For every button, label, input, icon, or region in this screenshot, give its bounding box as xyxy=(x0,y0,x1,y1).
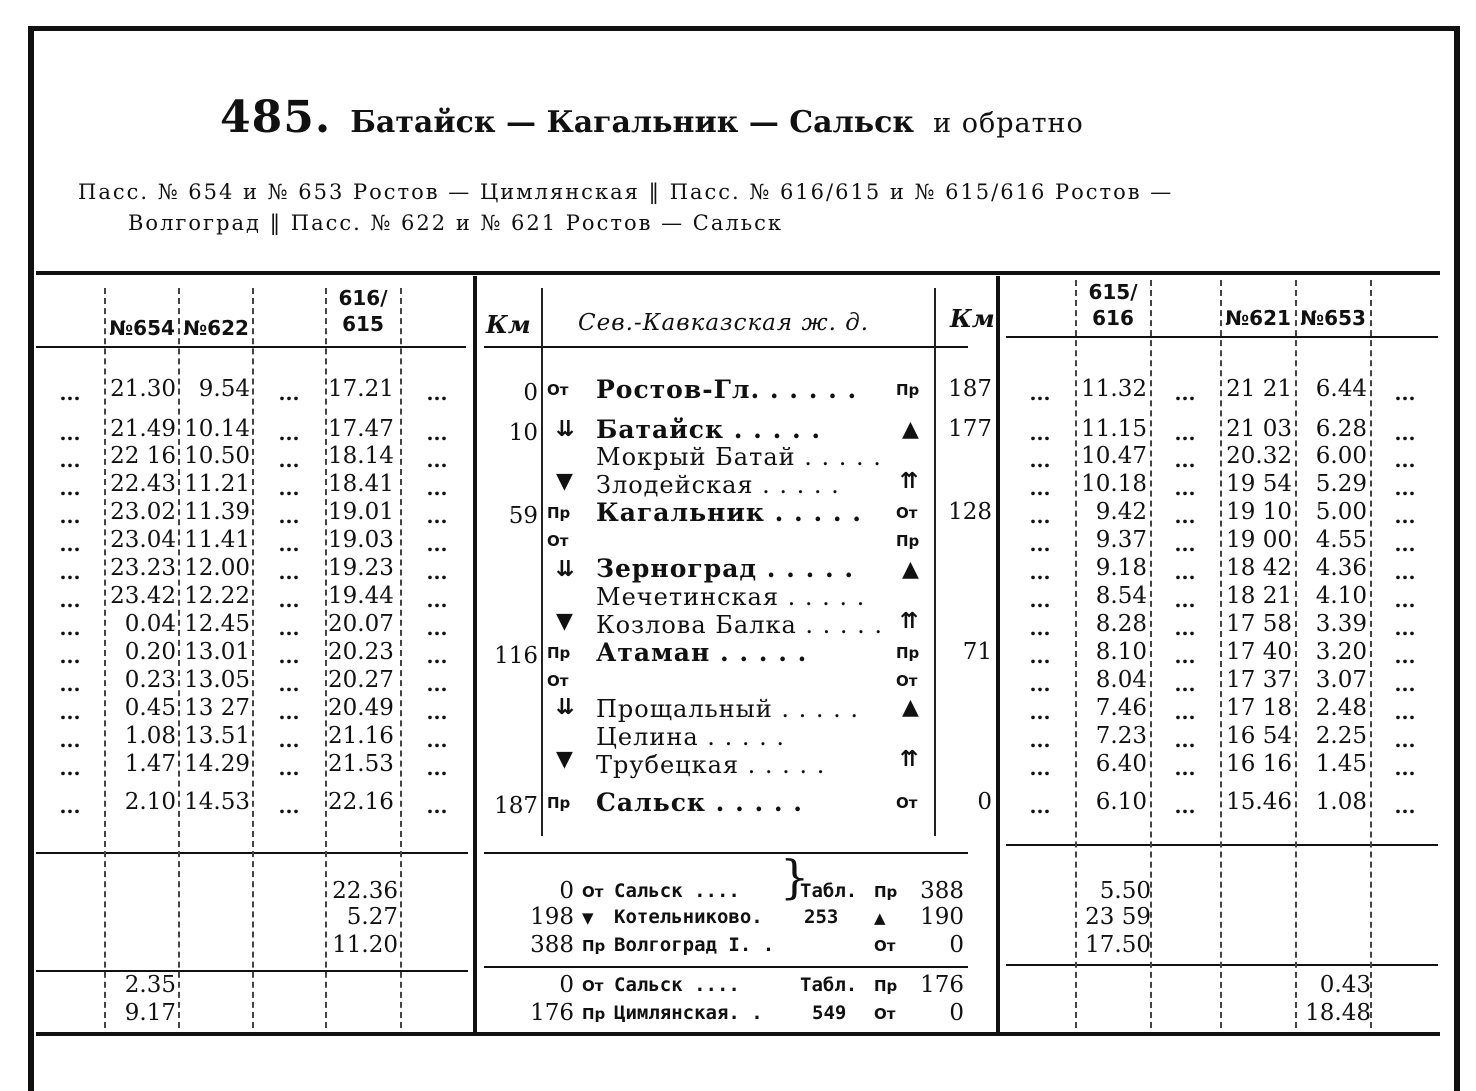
station-name: Атаман . . . . . xyxy=(596,638,808,667)
train-note-line2: Волгоград ‖ Пасс. № 622 и № 621 Ростов — Сальск xyxy=(128,211,784,235)
placeholder-dots: ... xyxy=(426,672,448,696)
placeholder-dots: ... xyxy=(278,728,300,752)
volgograd-mark: Пр xyxy=(582,937,606,955)
placeholder-dots: ... xyxy=(1394,728,1416,752)
placeholder-dots: ... xyxy=(1174,616,1196,640)
station-name: Ростов-Гл. . . . . . xyxy=(596,375,858,404)
km-right-cell: 187 xyxy=(948,376,992,402)
time-cell-616-615: 18.14 xyxy=(328,443,394,469)
tsimlyansk-station: Сальск .... xyxy=(614,974,740,996)
time-cell-654: 2.10 xyxy=(124,789,176,815)
time-cell-654: 23.42 xyxy=(110,583,176,609)
time-cell-616-615: 19.44 xyxy=(328,583,394,609)
placeholder-dots: ... xyxy=(426,756,448,780)
placeholder-dots: ... xyxy=(59,588,81,612)
time-cell-621: 21 03 xyxy=(1226,416,1292,442)
placeholder-dots: ... xyxy=(1174,672,1196,696)
tsimlyansk-km-right: 0 xyxy=(949,1000,964,1026)
placeholder-dots: ... xyxy=(278,504,300,528)
time-cell-616-615: 19.03 xyxy=(328,527,394,553)
down-arrow-icon: ▼ xyxy=(556,469,573,494)
time-cell-621: 16 54 xyxy=(1226,723,1292,749)
time-cell-615-616: 6.10 xyxy=(1095,789,1147,815)
time-cell-622: 12.22 xyxy=(184,583,250,609)
km-left-cell: 59 xyxy=(508,503,538,529)
page-title xyxy=(220,92,1084,143)
time-cell-653: 1.08 xyxy=(1315,789,1367,815)
volgograd-left-time: 11.20 xyxy=(332,932,398,958)
header-train-622: №622 xyxy=(183,316,249,340)
placeholder-dots: ... xyxy=(1029,588,1051,612)
mid-section-rule-2 xyxy=(484,966,968,968)
placeholder-dots: ... xyxy=(1174,700,1196,724)
placeholder-dots: ... xyxy=(1029,560,1051,584)
time-cell-622: 14.29 xyxy=(184,751,250,777)
header-railway: Сев.-Кавказская ж. д. xyxy=(578,310,870,336)
time-cell-615-616: 8.10 xyxy=(1095,639,1147,665)
time-cell-621: 18 21 xyxy=(1226,583,1292,609)
time-cell-654: 22 16 xyxy=(110,443,176,469)
time-cell-615-616: 6.40 xyxy=(1095,751,1147,777)
station-name: Батайск . . . . . xyxy=(596,415,822,444)
arrival-departure-mark: Пр xyxy=(896,532,920,550)
time-cell-616-615: 20.07 xyxy=(328,611,394,637)
table-bottom-rule xyxy=(36,1032,1440,1036)
time-cell-653: 5.00 xyxy=(1315,499,1367,525)
time-cell-616-615: 22.16 xyxy=(328,789,394,815)
time-cell-653: 5.29 xyxy=(1315,471,1367,497)
km-right-cell: 0 xyxy=(977,789,992,815)
placeholder-dots: ... xyxy=(426,381,448,405)
up-arrow-icon: ▲ xyxy=(902,557,919,582)
placeholder-dots: ... xyxy=(59,448,81,472)
tsimlyansk-post-mark: Пр xyxy=(874,977,898,995)
time-cell-653: 4.10 xyxy=(1315,583,1367,609)
time-cell-653: 1.45 xyxy=(1315,751,1367,777)
time-cell-615-616: 10.18 xyxy=(1081,471,1147,497)
time-cell-616-615: 18.41 xyxy=(328,471,394,497)
time-cell-653: 3.20 xyxy=(1315,639,1367,665)
volgograd-table-label: Табл. xyxy=(800,880,858,902)
placeholder-dots: ... xyxy=(1394,532,1416,556)
placeholder-dots: ... xyxy=(426,728,448,752)
station-name: Целина . . . . . xyxy=(596,723,785,751)
time-cell-654: 0.23 xyxy=(124,667,176,693)
placeholder-dots: ... xyxy=(278,672,300,696)
km-right-cell: 128 xyxy=(948,499,992,525)
volgograd-km-right: 388 xyxy=(920,878,964,904)
time-cell-653: 3.39 xyxy=(1315,611,1367,637)
km-left-cell: 187 xyxy=(494,793,538,819)
up-arrow-icon: ▲ xyxy=(902,695,919,720)
time-cell-615-616: 10.47 xyxy=(1081,443,1147,469)
placeholder-dots: ... xyxy=(426,421,448,445)
placeholder-dots: ... xyxy=(1174,532,1196,556)
time-cell-621: 21 21 xyxy=(1226,376,1292,402)
header-train-653: №653 xyxy=(1300,306,1366,330)
placeholder-dots: ... xyxy=(1394,644,1416,668)
time-cell-653: 4.36 xyxy=(1315,555,1367,581)
time-cell-622: 10.14 xyxy=(184,416,250,442)
down-arrow-icon: ⇊ xyxy=(556,557,575,582)
volgograd-right-time: 23 59 xyxy=(1085,904,1151,930)
time-cell-621: 18 42 xyxy=(1226,555,1292,581)
arrival-departure-mark: Пр xyxy=(896,644,920,662)
time-cell-621: 16 16 xyxy=(1226,751,1292,777)
time-cell-615-616: 8.04 xyxy=(1095,667,1147,693)
placeholder-dots: ... xyxy=(1029,476,1051,500)
placeholder-dots: ... xyxy=(59,756,81,780)
volgograd-left-time: 5.27 xyxy=(346,904,398,930)
placeholder-dots: ... xyxy=(278,421,300,445)
placeholder-dots: ... xyxy=(426,644,448,668)
placeholder-dots: ... xyxy=(278,532,300,556)
up-arrow-icon: ⇈ xyxy=(900,747,919,772)
time-cell-622: 13.05 xyxy=(184,667,250,693)
time-cell-615-616: 8.54 xyxy=(1095,583,1147,609)
tsimlyansk-mark: От xyxy=(582,977,604,995)
volgograd-mark: От xyxy=(582,883,604,901)
tsimlyansk-table-label: Табл. xyxy=(800,974,858,996)
mid-section-rule xyxy=(484,852,968,854)
time-cell-654: 21.30 xyxy=(110,376,176,402)
km-right-cell: 177 xyxy=(948,416,992,442)
time-cell-622: 11.21 xyxy=(184,471,250,497)
placeholder-dots: ... xyxy=(1029,644,1051,668)
placeholder-dots: ... xyxy=(278,794,300,818)
header-train-616-615-b: 615 xyxy=(342,312,384,336)
time-cell-654: 23.02 xyxy=(110,499,176,525)
header-train-615-616-b: 616 xyxy=(1092,306,1134,330)
volgograd-left-time: 22.36 xyxy=(332,878,398,904)
time-cell-654: 1.08 xyxy=(124,723,176,749)
volgograd-km: 0 xyxy=(559,878,574,904)
placeholder-dots: ... xyxy=(1394,616,1416,640)
arrival-departure-mark: От xyxy=(896,504,918,522)
placeholder-dots: ... xyxy=(426,700,448,724)
header-train-654: №654 xyxy=(109,316,175,340)
placeholder-dots: ... xyxy=(1174,504,1196,528)
header-train-616-615: 616/ xyxy=(338,286,388,310)
time-cell-622: 11.39 xyxy=(184,499,250,525)
volgograd-station: Котельниково. xyxy=(614,906,763,928)
time-cell-615-616: 9.37 xyxy=(1095,527,1147,553)
placeholder-dots: ... xyxy=(1029,504,1051,528)
placeholder-dots: ... xyxy=(59,532,81,556)
time-cell-654: 23.04 xyxy=(110,527,176,553)
time-cell-615-616: 9.42 xyxy=(1095,499,1147,525)
time-cell-654: 1.47 xyxy=(124,751,176,777)
placeholder-dots: ... xyxy=(59,700,81,724)
train-note-line1: Пасс. № 654 и № 653 Ростов — Цимлянская ‖ Пасс. № 616/615 и № 615/616 Ростов — xyxy=(78,180,1174,204)
placeholder-dots: ... xyxy=(1174,728,1196,752)
placeholder-dots: ... xyxy=(278,700,300,724)
volgograd-right-time: 17.50 xyxy=(1085,932,1151,958)
time-cell-653: 2.25 xyxy=(1315,723,1367,749)
placeholder-dots: ... xyxy=(278,644,300,668)
right-section-rule xyxy=(1006,844,1438,846)
block-divider-right xyxy=(996,276,1000,1032)
time-cell-621: 17 37 xyxy=(1226,667,1292,693)
placeholder-dots: ... xyxy=(1394,672,1416,696)
column-divider xyxy=(1370,280,1372,1028)
time-cell-616-615: 20.27 xyxy=(328,667,394,693)
arrival-departure-mark: От xyxy=(896,794,918,812)
placeholder-dots: ... xyxy=(426,448,448,472)
placeholder-dots: ... xyxy=(426,794,448,818)
placeholder-dots: ... xyxy=(1394,588,1416,612)
time-cell-653: 6.44 xyxy=(1315,376,1367,402)
time-cell-653: 6.00 xyxy=(1315,443,1367,469)
down-arrow-icon: ⇊ xyxy=(556,417,575,442)
time-cell-615-616: 9.18 xyxy=(1095,555,1147,581)
time-cell-616-615: 21.53 xyxy=(328,751,394,777)
placeholder-dots: ... xyxy=(59,381,81,405)
placeholder-dots: ... xyxy=(426,504,448,528)
placeholder-dots: ... xyxy=(1029,728,1051,752)
arrival-departure-mark: От xyxy=(547,381,569,399)
time-cell-654: 0.45 xyxy=(124,695,176,721)
placeholder-dots: ... xyxy=(426,560,448,584)
placeholder-dots: ... xyxy=(59,504,81,528)
tsimlyansk-left-time: 9.17 xyxy=(124,1000,176,1026)
placeholder-dots: ... xyxy=(1394,794,1416,818)
volgograd-km: 198 xyxy=(530,904,574,930)
placeholder-dots: ... xyxy=(278,756,300,780)
station-name: Сальск . . . . . xyxy=(596,788,804,817)
km-left-cell: 10 xyxy=(508,420,538,446)
station-name: Трубецкая . . . . . xyxy=(596,751,826,779)
time-cell-621: 17 40 xyxy=(1226,639,1292,665)
placeholder-dots: ... xyxy=(1174,560,1196,584)
placeholder-dots: ... xyxy=(278,588,300,612)
volgograd-station: Волгоград I. . xyxy=(614,934,775,956)
up-arrow-icon: ⇈ xyxy=(900,609,919,634)
time-cell-622: 10.50 xyxy=(184,443,250,469)
placeholder-dots: ... xyxy=(278,381,300,405)
tsimlyansk-right-time: 0.43 xyxy=(1319,972,1371,998)
time-cell-653: 6.28 xyxy=(1315,416,1367,442)
tsimlyansk-post-mark: От xyxy=(874,1005,896,1023)
right-section-rule-2 xyxy=(1006,964,1438,966)
arrival-departure-mark: Пр xyxy=(896,381,920,399)
placeholder-dots: ... xyxy=(1394,504,1416,528)
station-name: Зерноград . . . . . xyxy=(596,554,855,583)
up-arrow-icon: ▲ xyxy=(902,417,919,442)
station-name: Кагальник . . . . . xyxy=(596,498,862,527)
time-cell-622: 13 27 xyxy=(184,695,250,721)
time-cell-653: 4.55 xyxy=(1315,527,1367,553)
time-cell-622: 12.45 xyxy=(184,611,250,637)
time-cell-615-616: 7.23 xyxy=(1095,723,1147,749)
placeholder-dots: ... xyxy=(59,644,81,668)
placeholder-dots: ... xyxy=(1029,756,1051,780)
time-cell-654: 0.20 xyxy=(124,639,176,665)
placeholder-dots: ... xyxy=(1029,794,1051,818)
time-cell-654: 0.04 xyxy=(124,611,176,637)
placeholder-dots: ... xyxy=(59,560,81,584)
volgograd-mark: ▼ xyxy=(582,909,594,927)
time-cell-622: 11.41 xyxy=(184,527,250,553)
placeholder-dots: ... xyxy=(1029,448,1051,472)
time-cell-621: 19 00 xyxy=(1226,527,1292,553)
mid-header-rule xyxy=(484,346,968,348)
time-cell-616-615: 20.23 xyxy=(328,639,394,665)
time-cell-615-616: 11.15 xyxy=(1081,416,1147,442)
volgograd-km-right: 0 xyxy=(949,932,964,958)
station-name: Прощальный . . . . . xyxy=(596,695,860,723)
time-cell-621: 19 54 xyxy=(1226,471,1292,497)
time-cell-615-616: 8.28 xyxy=(1095,611,1147,637)
time-cell-616-615: 17.21 xyxy=(328,376,394,402)
placeholder-dots: ... xyxy=(1174,756,1196,780)
time-cell-621: 17 58 xyxy=(1226,611,1292,637)
time-cell-621: 20.32 xyxy=(1226,443,1292,469)
arrival-departure-mark: От xyxy=(547,532,569,550)
placeholder-dots: ... xyxy=(278,560,300,584)
placeholder-dots: ... xyxy=(1174,794,1196,818)
placeholder-dots: ... xyxy=(278,616,300,640)
arrival-departure-mark: От xyxy=(896,672,918,690)
km-left-cell: 116 xyxy=(494,643,538,669)
block-divider-left xyxy=(473,276,477,1032)
station-name: Злодейская . . . . . xyxy=(596,471,840,499)
time-cell-615-616: 7.46 xyxy=(1095,695,1147,721)
arrival-departure-mark: От xyxy=(547,672,569,690)
time-cell-616-615: 19.23 xyxy=(328,555,394,581)
tsimlyansk-left-time: 2.35 xyxy=(124,972,176,998)
placeholder-dots: ... xyxy=(1029,700,1051,724)
time-cell-616-615: 19.01 xyxy=(328,499,394,525)
right-header-rule xyxy=(1006,336,1438,338)
placeholder-dots: ... xyxy=(1394,560,1416,584)
time-cell-654: 23.23 xyxy=(110,555,176,581)
time-cell-615-616: 11.32 xyxy=(1081,376,1147,402)
volgograd-post-mark: ▲ xyxy=(874,909,886,927)
placeholder-dots: ... xyxy=(59,476,81,500)
time-cell-621: 15.46 xyxy=(1226,789,1292,815)
brace-icon: } xyxy=(780,850,810,904)
km-divider-right xyxy=(934,288,936,836)
placeholder-dots: ... xyxy=(426,476,448,500)
route-name: Батайск — Кагальник — Сальск xyxy=(350,105,915,140)
placeholder-dots: ... xyxy=(1394,700,1416,724)
time-cell-621: 19 10 xyxy=(1226,499,1292,525)
placeholder-dots: ... xyxy=(278,476,300,500)
volgograd-km: 388 xyxy=(530,932,574,958)
time-cell-621: 17 18 xyxy=(1226,695,1292,721)
time-cell-654: 22.43 xyxy=(110,471,176,497)
arrival-departure-mark: Пр xyxy=(547,504,571,522)
column-divider xyxy=(400,288,402,1028)
placeholder-dots: ... xyxy=(1394,756,1416,780)
header-km-left: Км xyxy=(486,310,531,339)
placeholder-dots: ... xyxy=(59,672,81,696)
volgograd-post-mark: Пр xyxy=(874,883,898,901)
down-arrow-icon: ⇊ xyxy=(556,695,575,720)
header-km-right: Км xyxy=(950,304,995,333)
time-cell-616-615: 20.49 xyxy=(328,695,394,721)
tsimlyansk-km: 176 xyxy=(530,1000,574,1026)
placeholder-dots: ... xyxy=(426,588,448,612)
km-right-cell: 71 xyxy=(962,639,992,665)
arrival-departure-mark: Пр xyxy=(547,794,571,812)
tsimlyansk-right-time: 18.48 xyxy=(1305,1000,1371,1026)
placeholder-dots: ... xyxy=(1174,448,1196,472)
up-arrow-icon: ⇈ xyxy=(900,469,919,494)
tsimlyansk-mark: Пр xyxy=(582,1005,606,1023)
placeholder-dots: ... xyxy=(1174,644,1196,668)
arrival-departure-mark: Пр xyxy=(547,644,571,662)
volgograd-table-num: 253 xyxy=(804,906,839,928)
placeholder-dots: ... xyxy=(59,616,81,640)
placeholder-dots: ... xyxy=(59,728,81,752)
tsimlyansk-table-num: 549 xyxy=(812,1002,847,1024)
header-train-615-616: 615/ xyxy=(1088,280,1138,304)
placeholder-dots: ... xyxy=(1174,476,1196,500)
placeholder-dots: ... xyxy=(1029,381,1051,405)
station-name: Мечетинская . . . . . xyxy=(596,583,866,611)
placeholder-dots: ... xyxy=(59,794,81,818)
volgograd-post-mark: От xyxy=(874,937,896,955)
placeholder-dots: ... xyxy=(1029,421,1051,445)
placeholder-dots: ... xyxy=(1174,381,1196,405)
placeholder-dots: ... xyxy=(1394,421,1416,445)
station-name: Козлова Балка . . . . . xyxy=(596,611,884,639)
time-cell-616-615: 21.16 xyxy=(328,723,394,749)
placeholder-dots: ... xyxy=(1394,381,1416,405)
table-top-rule xyxy=(36,271,1440,275)
placeholder-dots: ... xyxy=(1029,616,1051,640)
placeholder-dots: ... xyxy=(1394,448,1416,472)
placeholder-dots: ... xyxy=(59,421,81,445)
placeholder-dots: ... xyxy=(1174,421,1196,445)
km-divider-left xyxy=(541,288,543,836)
placeholder-dots: ... xyxy=(1029,532,1051,556)
time-cell-653: 3.07 xyxy=(1315,667,1367,693)
time-cell-622: 13.51 xyxy=(184,723,250,749)
route-return: и обратно xyxy=(933,108,1084,139)
time-cell-622: 13.01 xyxy=(184,639,250,665)
header-train-621: №621 xyxy=(1225,306,1291,330)
tsimlyansk-km-right: 176 xyxy=(920,972,964,998)
placeholder-dots: ... xyxy=(1029,672,1051,696)
time-cell-653: 2.48 xyxy=(1315,695,1367,721)
tsimlyansk-km: 0 xyxy=(559,972,574,998)
placeholder-dots: ... xyxy=(1394,476,1416,500)
volgograd-station: Сальск .... xyxy=(614,880,740,902)
down-arrow-icon: ▼ xyxy=(556,609,573,634)
placeholder-dots: ... xyxy=(278,448,300,472)
table-number: 485. xyxy=(220,92,332,143)
placeholder-dots: ... xyxy=(426,532,448,556)
volgograd-right-time: 5.50 xyxy=(1099,878,1151,904)
time-cell-622: 9.54 xyxy=(198,376,250,402)
placeholder-dots: ... xyxy=(426,616,448,640)
station-name: Мокрый Батай . . . . . xyxy=(596,443,882,471)
down-arrow-icon: ▼ xyxy=(556,747,573,772)
time-cell-622: 12.00 xyxy=(184,555,250,581)
time-cell-622: 14.53 xyxy=(184,789,250,815)
km-left-cell: 0 xyxy=(523,380,538,406)
tsimlyansk-station: Цимлянская. . xyxy=(614,1002,763,1024)
time-cell-616-615: 17.47 xyxy=(328,416,394,442)
volgograd-km-right: 190 xyxy=(920,904,964,930)
time-cell-654: 21.49 xyxy=(110,416,176,442)
placeholder-dots: ... xyxy=(1174,588,1196,612)
